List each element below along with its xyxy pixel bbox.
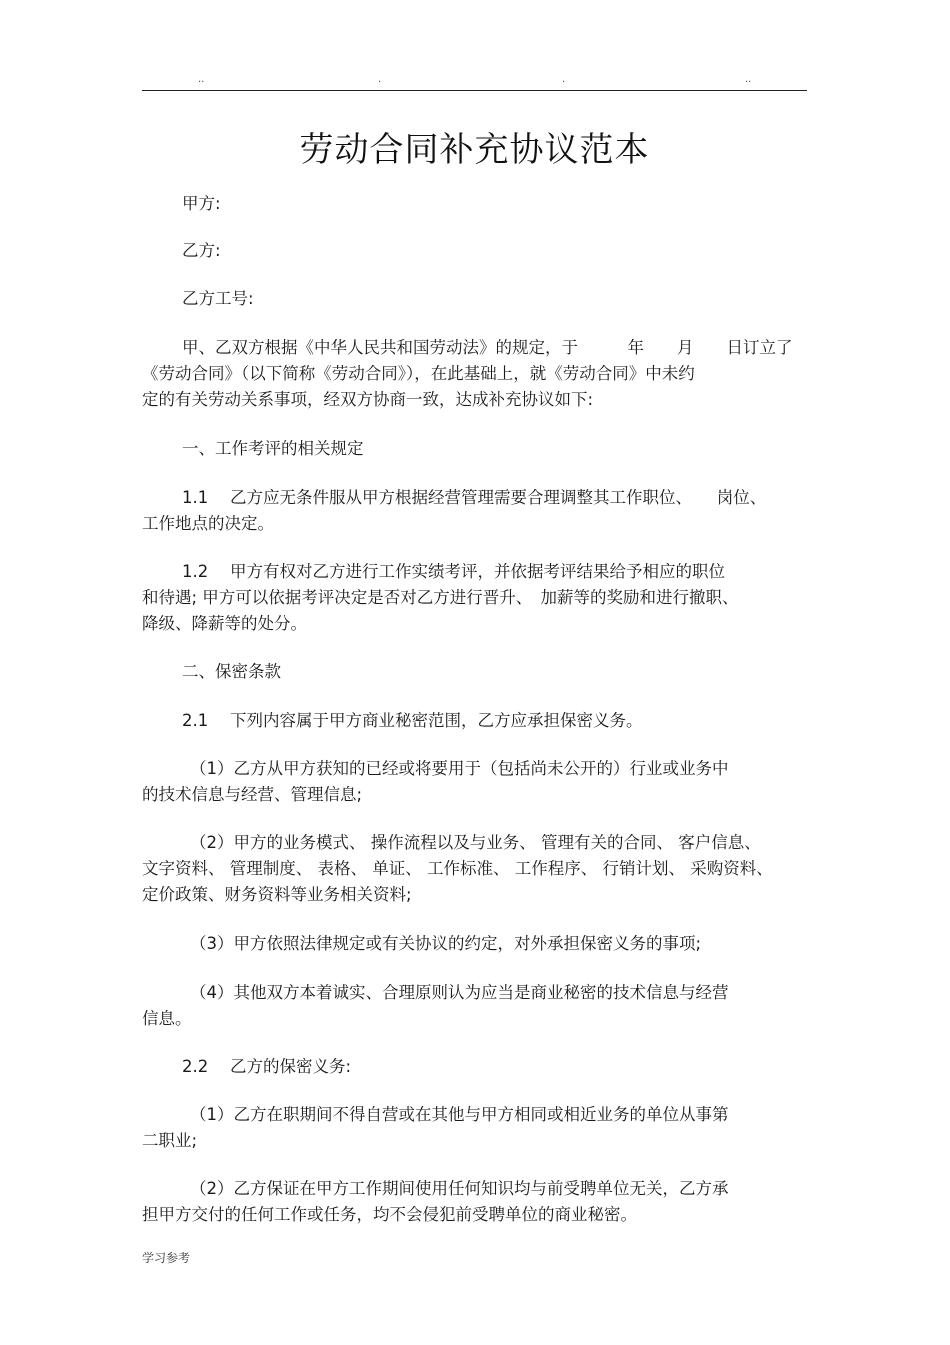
item-2-2-2-line-2: 担甲方交付的任何工作或任务，均不会侵犯前受聘单位的商业秘密。 xyxy=(142,1205,637,1224)
clause-text: 下列内容属于甲方商业秘密范围，乙方应承担保密义务。 xyxy=(230,711,643,730)
clause-text: 甲方有权对乙方进行工作实绩考评，并依据考评结果给予相应的职位 xyxy=(230,562,725,581)
clause-1-1-line-2: 工作地点的决定。 xyxy=(142,514,274,533)
header-rule xyxy=(142,90,807,91)
item-2-2-2-line-1: （2）乙方保证在甲方工作期间使用任何知识均与前受聘单位无关，乙方承 xyxy=(190,1179,729,1198)
section-1-heading: 一、工作考评的相关规定 xyxy=(182,439,364,458)
intro-line-3: 定的有关劳动关系事项，经双方协商一致，达成补充协议如下: xyxy=(142,390,594,409)
clause-number: 2.1 xyxy=(182,711,209,730)
clause-1-2-line-3: 降级、降薪等的处分。 xyxy=(142,614,307,633)
item-2-1-3-line-1: （3）甲方依照法律规定或有关协议的约定，对外承担保密义务的事项; xyxy=(190,934,702,953)
section-2-heading: 二、保密条款 xyxy=(182,662,281,681)
item-2-1-2-line-1: （2）甲方的业务模式、 操作流程以及与业务、 管理有关的合同、 客户信息、 xyxy=(190,833,761,852)
item-2-1-2-line-2: 文字资料、 管理制度、 表格、 单证、 工作标准、 工作程序、 行销计划、 采购资料、 xyxy=(142,859,773,878)
item-2-2-1-line-1: （1）乙方在职期间不得自营或在其他与甲方相同或相近业务的单位从事第 xyxy=(190,1105,729,1124)
clause-2-1 xyxy=(182,710,643,732)
header-mark: . xyxy=(562,74,566,85)
party-b-id-label: 乙方工号: xyxy=(182,289,254,308)
document-title: 劳动合同补充协议范本 xyxy=(299,130,650,170)
header-mark: .. xyxy=(198,74,205,85)
header-marks xyxy=(142,74,807,86)
party-b-label: 乙方: xyxy=(182,241,221,260)
clause-number: 1.2 xyxy=(182,562,209,581)
clause-number: 1.1 xyxy=(182,488,209,507)
item-2-1-2-line-3: 定价政策、财务资料等业务相关资料; xyxy=(142,885,412,904)
item-2-1-1-line-2: 的技术信息与经营、管理信息; xyxy=(142,785,363,804)
item-2-1-1-line-1: （1）乙方从甲方获知的已经或将要用于（包括尚未公开的）行业或业务中 xyxy=(190,759,729,778)
intro-line-1: 甲、乙双方根据《中华人民共和国劳动法》的规定，于 年 月 日订立了 xyxy=(182,338,793,357)
item-2-1-4-line-2: 信息。 xyxy=(142,1009,192,1028)
header-mark: .. xyxy=(745,74,752,85)
clause-1-1 xyxy=(182,487,766,509)
clause-1-2-line-2: 和待遇; 甲方可以依据考评决定是否对乙方进行晋升、 加薪等的奖励和进行撤职、 xyxy=(142,588,739,607)
clause-2-2 xyxy=(182,1056,351,1078)
item-2-1-4-line-1: （4）其他双方本着诚实、合理原则认为应当是商业秘密的技术信息与经营 xyxy=(190,983,729,1002)
clause-1-2 xyxy=(182,561,725,583)
clause-text: 乙方的保密义务: xyxy=(230,1057,352,1076)
clause-number: 2.2 xyxy=(182,1057,209,1076)
item-2-2-1-line-2: 二职业; xyxy=(142,1131,198,1150)
party-a-label: 甲方: xyxy=(182,194,221,213)
intro-line-2: 《劳动合同》（以下简称《劳动合同》），在此基础上，就《劳动合同》中未约 xyxy=(142,364,695,383)
page-footer: 学习参考 xyxy=(142,1251,191,1265)
header-mark: . xyxy=(378,74,382,85)
clause-text: 乙方应无条件服从甲方根据经营管理需要合理调整其工作职位、 岗位、 xyxy=(230,488,767,507)
